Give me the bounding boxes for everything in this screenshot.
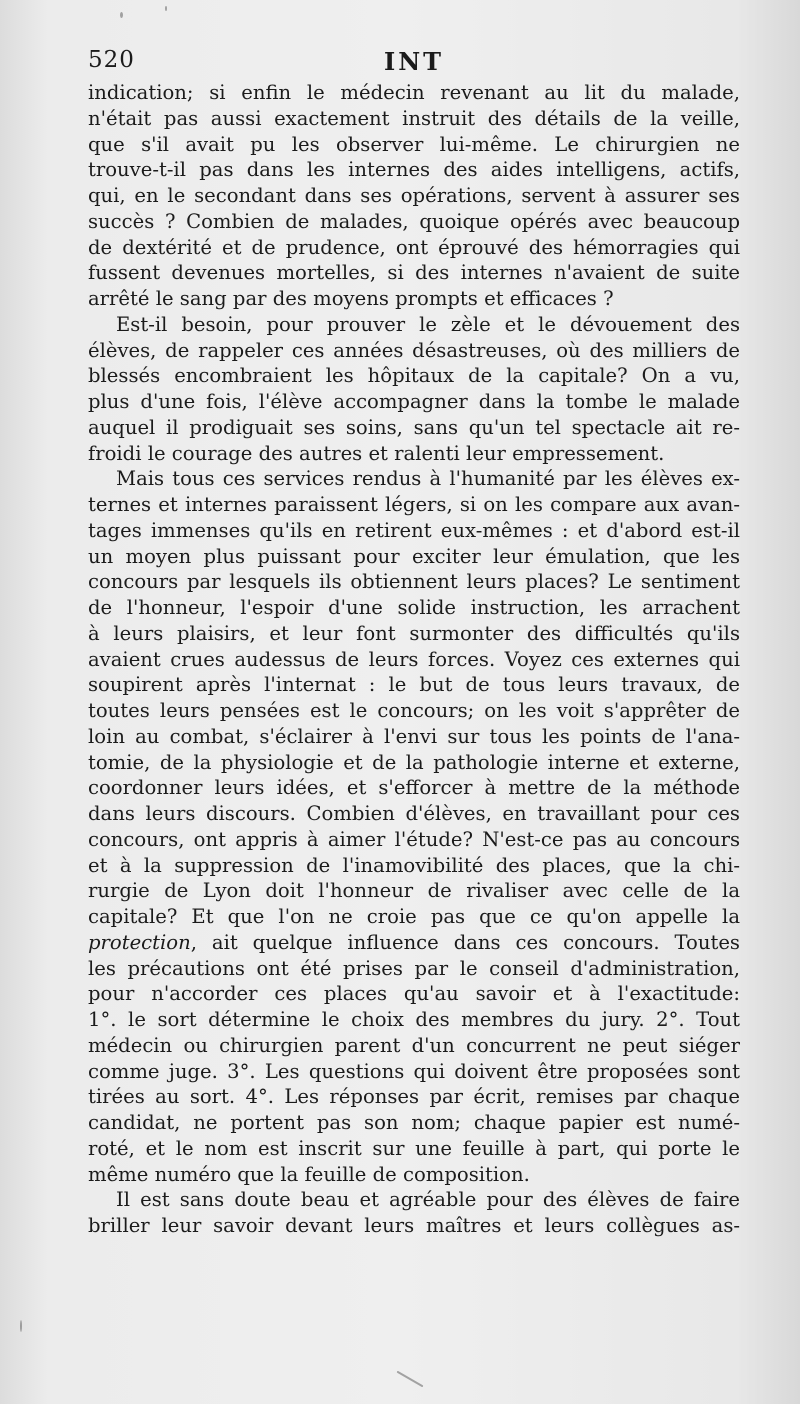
text-line: à leurs plaisirs, et leur font surmonter des difficultés qu'ils [88,621,740,645]
text-line: n'était pas aussi exactement instruit des détails de la veille, [88,106,740,130]
text-line: dans leurs discours. Combien d'élèves, en travaillant pour ces [88,802,740,825]
text-line: roté, et le nom est inscrit sur une feuille à part, qui porte le [88,1136,740,1160]
text-line: froidi le courage des autres et ralenti leur empressement. [88,441,665,465]
text-line: plus d'une fois, l'élève accompagner dans la tombe le malade [88,390,740,413]
text-line: succès ? Combien de malades, quoique opérés avec beaucoup [88,209,740,233]
text-line [88,930,740,956]
text-line: Mais tous ces services rendus à l'humanité par les élèves ex- [116,467,740,491]
paper-speck [165,6,167,11]
text-line: candidat, ne portent pas son nom; chaque papier est numé- [88,1111,740,1134]
page-header [88,47,740,83]
text-line: et à la suppression de l'inamovibilité des places, que la chi- [88,853,740,877]
text-line-rest: , ait quelque influence dans ces concours. Toutes [190,930,740,954]
text-line: même numéro que la feuille de composition. [88,1162,530,1186]
paper-speck [20,1320,22,1332]
text-line: blessés encombraient les hôpitaux de la capitale? On a vu, [88,364,740,388]
text-line: de dextérité et de prudence, ont éprouvé des hémorragies qui [88,235,740,259]
text-line: tomie, de la physiologie et de la pathologie interne et externe, [88,750,740,774]
paper-speck [120,12,123,18]
text-line: 1°. le sort détermine le choix des membres du jury. 2°. Tout [88,1008,740,1031]
text-line: médecin ou chirurgien parent d'un concurrent ne peut siéger [88,1033,740,1057]
text-line: les précautions ont été prises par le conseil d'administration, [88,956,740,980]
text-line: trouve-t-il pas dans les internes des aides intelligens, actifs, [88,158,740,182]
text-line: rurgie de Lyon doit l'honneur de rivaliser avec celle de la [88,879,740,903]
text-line: loin au combat, s'éclairer à l'envi sur tous les points de l'ana- [88,724,740,748]
text-line: concours par lesquels ils obtiennent leurs places? Le sentiment [88,570,740,594]
text-line: Est-il besoin, pour prouver le zèle et le dévouement des [116,312,740,336]
text-line: auquel il prodiguait ses soins, sans qu'un tel spectacle ait re- [88,415,740,439]
text-line: arrêté le sang par des moyens prompts et efficaces ? [88,287,614,310]
text-line: que s'il avait pu les observer lui-même. Le chirurgien ne [88,132,740,156]
paper-speck [397,1371,424,1388]
running-head: INT [383,47,445,76]
text-line: comme juge. 3°. Les questions qui doivent être proposées sont [88,1059,740,1083]
text-line: capitale? Et que l'on ne croie pas que ce qu'on appelle la [88,905,740,928]
text-line: indication; si enfin le médecin revenant au lit du malade, [88,81,740,104]
body-text [88,80,740,1239]
text-line: coordonner leurs idées, et s'efforcer à mettre de la méthode [88,776,740,800]
text-line: un moyen plus puissant pour exciter leur émulation, que les [88,544,740,568]
text-line: soupirent après l'internat : le but de tous leurs travaux, de [88,673,740,697]
text-line: ternes et internes paraissent légers, si on les compare aux avan- [88,493,740,516]
text-line: briller leur savoir devant leurs maîtres et leurs collègues as- [88,1214,740,1237]
text-line: élèves, de rappeler ces années désastreuses, où des milliers de [88,338,740,362]
text-line: fussent devenues mortelles, si des internes n'avaient de suite [88,261,740,285]
text-line: Il est sans doute beau et agréable pour des élèves de faire [116,1188,740,1212]
text-line: concours, ont appris à aimer l'étude? N'est-ce pas au concours [88,827,740,851]
text-line: qui, en le secondant dans ses opérations, servent à assurer ses [88,184,740,207]
italic-word: protection [88,930,191,954]
page-number: 520 [88,47,135,73]
text-line: tages immenses qu'ils en retirent eux-mêmes : et d'abord est-il [88,518,740,542]
text-line: avaient crues audessus de leurs forces. Voyez ces externes qui [88,647,740,671]
text-line: de l'honneur, l'espoir d'une solide instruction, les arrachent [88,596,740,619]
text-line: toutes leurs pensées est le concours; on les voit s'apprêter de [88,699,740,722]
text-line: pour n'accorder ces places qu'au savoir et à l'exactitude: [88,982,740,1006]
text-line: tirées au sort. 4°. Les réponses par écrit, remises par chaque [88,1085,740,1109]
